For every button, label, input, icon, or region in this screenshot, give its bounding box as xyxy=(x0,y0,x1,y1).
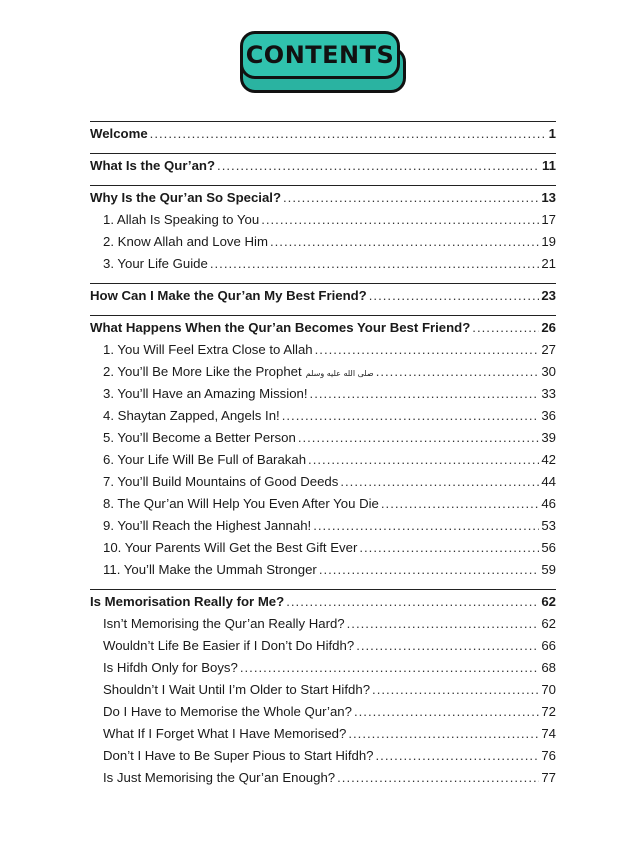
dot-leader xyxy=(340,474,539,489)
entry-title: 1. You Will Feel Extra Close to Allah xyxy=(103,342,313,357)
dot-leader xyxy=(240,660,539,675)
entry-title: 6. Your Life Will Be Full of Barakah xyxy=(103,452,307,467)
entry-title: 3. Your Life Guide xyxy=(103,256,208,271)
dot-leader xyxy=(210,256,539,271)
toc-section-entry[interactable] xyxy=(90,190,556,212)
page-title: CONTENTS xyxy=(245,41,395,69)
dot-leader xyxy=(356,638,539,653)
entry-title: 8. The Qur’an Will Help You Even After You Die xyxy=(103,496,379,511)
entry-title: Is Memorisation Really for Me? xyxy=(90,594,285,609)
page-number: 44 xyxy=(541,474,556,489)
dot-leader xyxy=(369,288,540,303)
dot-leader xyxy=(359,540,539,555)
dot-leader xyxy=(308,452,539,467)
dot-leader xyxy=(381,496,539,511)
entry-title: 3. You’ll Have an Amazing Mission! xyxy=(103,386,308,401)
toc-subsection-entry[interactable] xyxy=(90,408,556,430)
title-badge-face xyxy=(240,31,400,79)
entry-title: Wouldn’t Life Be Easier if I Don’t Do Hifdh? xyxy=(103,638,355,653)
toc-subsection-entry[interactable] xyxy=(90,234,556,256)
entry-title: 4. Shaytan Zapped, Angels In! xyxy=(103,408,280,423)
entry-title: 9. You’ll Reach the Highest Jannah! xyxy=(103,518,312,533)
entry-title: Welcome xyxy=(90,126,148,141)
page-number: 39 xyxy=(541,430,556,445)
entry-title: 2. You’ll Be More Like the Prophet xyxy=(103,364,302,379)
dot-leader xyxy=(348,726,539,741)
entry-title: 5. You’ll Become a Better Person xyxy=(103,430,296,445)
table-of-contents xyxy=(90,116,556,792)
toc-subsection-entry[interactable] xyxy=(90,638,556,660)
page-number: 76 xyxy=(541,748,556,763)
page-number: 19 xyxy=(541,234,556,249)
page-number: 70 xyxy=(541,682,556,697)
toc-subsection-entry[interactable] xyxy=(90,342,556,364)
entry-title: Do I Have to Memorise the Whole Qur’an? xyxy=(103,704,352,719)
toc-section-entry[interactable] xyxy=(90,126,556,148)
toc-subsection-entry[interactable] xyxy=(90,474,556,496)
entry-title: What If I Forget What I Have Memorised? xyxy=(103,726,347,741)
toc-subsection-entry[interactable] xyxy=(90,748,556,770)
dot-leader xyxy=(310,386,540,401)
page-number: 1 xyxy=(548,126,556,141)
toc-section-entry[interactable] xyxy=(90,594,556,616)
dot-leader xyxy=(376,364,540,379)
page-number: 23 xyxy=(541,288,556,303)
page-number: 27 xyxy=(541,342,556,357)
dot-leader xyxy=(354,704,539,719)
entry-title: 7. You’ll Build Mountains of Good Deeds xyxy=(103,474,339,489)
entry-title: Why Is the Qur’an So Special? xyxy=(90,190,282,205)
page-number: 66 xyxy=(541,638,556,653)
toc-subsection-entry[interactable] xyxy=(90,386,556,408)
dot-leader xyxy=(315,342,540,357)
dot-leader xyxy=(472,320,539,335)
toc-subsection-entry[interactable] xyxy=(90,452,556,474)
toc-subsection-entry[interactable] xyxy=(90,770,556,792)
entry-title: Shouldn’t I Wait Until I’m Older to Start Hifdh? xyxy=(103,682,371,697)
page-number: 11 xyxy=(542,158,556,173)
toc-section-entry[interactable] xyxy=(90,288,556,310)
toc-subsection-entry[interactable] xyxy=(90,540,556,562)
page-number: 42 xyxy=(541,452,556,467)
page-number: 30 xyxy=(541,364,556,379)
page-number: 68 xyxy=(541,660,556,675)
dot-leader xyxy=(286,594,539,609)
title-badge xyxy=(240,31,402,91)
page-number: 21 xyxy=(541,256,556,271)
entry-title: How Can I Make the Qur’an My Best Friend? xyxy=(90,288,367,303)
dot-leader xyxy=(372,682,539,697)
toc-subsection-entry[interactable] xyxy=(90,616,556,638)
toc-section-entry[interactable] xyxy=(90,158,556,180)
section-divider xyxy=(90,589,556,590)
dot-leader xyxy=(376,748,540,763)
page-number: 59 xyxy=(541,562,556,577)
page-number: 53 xyxy=(541,518,556,533)
dot-leader xyxy=(347,616,540,631)
dot-leader xyxy=(337,770,539,785)
page-number: 74 xyxy=(541,726,556,741)
toc-subsection-entry[interactable] xyxy=(90,704,556,726)
entry-title: 10. Your Parents Will Get the Best Gift Ever xyxy=(103,540,358,555)
toc-subsection-entry[interactable] xyxy=(90,682,556,704)
dot-leader xyxy=(298,430,540,445)
entry-title: Isn’t Memorising the Qur’an Really Hard? xyxy=(103,616,345,631)
page-number: 33 xyxy=(541,386,556,401)
toc-subsection-entry[interactable] xyxy=(90,562,556,584)
section-divider xyxy=(90,121,556,122)
page-number: 62 xyxy=(541,616,556,631)
honorific-text: صلى الله عليه وسلم xyxy=(305,369,374,378)
entry-title: 11. You’ll Make the Ummah Stronger xyxy=(103,562,317,577)
entry-title: Is Just Memorising the Qur’an Enough? xyxy=(103,770,336,785)
entry-title: What Happens When the Qur’an Becomes Your Best Friend? xyxy=(90,320,471,335)
page-number: 77 xyxy=(541,770,556,785)
entry-title: 1. Allah Is Speaking to You xyxy=(103,212,260,227)
entry-title: What Is the Qur’an? xyxy=(90,158,216,173)
dot-leader xyxy=(283,190,539,205)
dot-leader xyxy=(270,234,539,249)
toc-subsection-entry[interactable] xyxy=(90,256,556,278)
toc-subsection-entry[interactable] xyxy=(90,660,556,682)
entry-title: Is Hifdh Only for Boys? xyxy=(103,660,238,675)
section-divider xyxy=(90,315,556,316)
page-number: 36 xyxy=(541,408,556,423)
section-divider xyxy=(90,283,556,284)
dot-leader xyxy=(282,408,540,423)
toc-subsection-entry[interactable] xyxy=(90,212,556,234)
toc-subsection-entry[interactable] xyxy=(90,496,556,518)
page-number: 56 xyxy=(541,540,556,555)
page-number: 72 xyxy=(541,704,556,719)
page-number: 46 xyxy=(541,496,556,511)
section-divider xyxy=(90,153,556,154)
page-number: 17 xyxy=(541,212,556,227)
entry-title: Don’t I Have to Be Super Pious to Start Hifdh? xyxy=(103,748,374,763)
toc-section-entry[interactable] xyxy=(90,320,556,342)
toc-subsection-entry[interactable] xyxy=(90,518,556,540)
dot-leader xyxy=(150,126,547,141)
page-number: 26 xyxy=(541,320,556,335)
dot-leader xyxy=(261,212,539,227)
toc-subsection-entry[interactable] xyxy=(90,726,556,748)
section-divider xyxy=(90,185,556,186)
dot-leader xyxy=(313,518,539,533)
page-number: 13 xyxy=(541,190,556,205)
toc-subsection-entry[interactable] xyxy=(90,364,556,386)
dot-leader xyxy=(217,158,540,173)
page-number: 62 xyxy=(541,594,556,609)
entry-title: 2. Know Allah and Love Him xyxy=(103,234,268,249)
toc-subsection-entry[interactable] xyxy=(90,430,556,452)
dot-leader xyxy=(319,562,540,577)
